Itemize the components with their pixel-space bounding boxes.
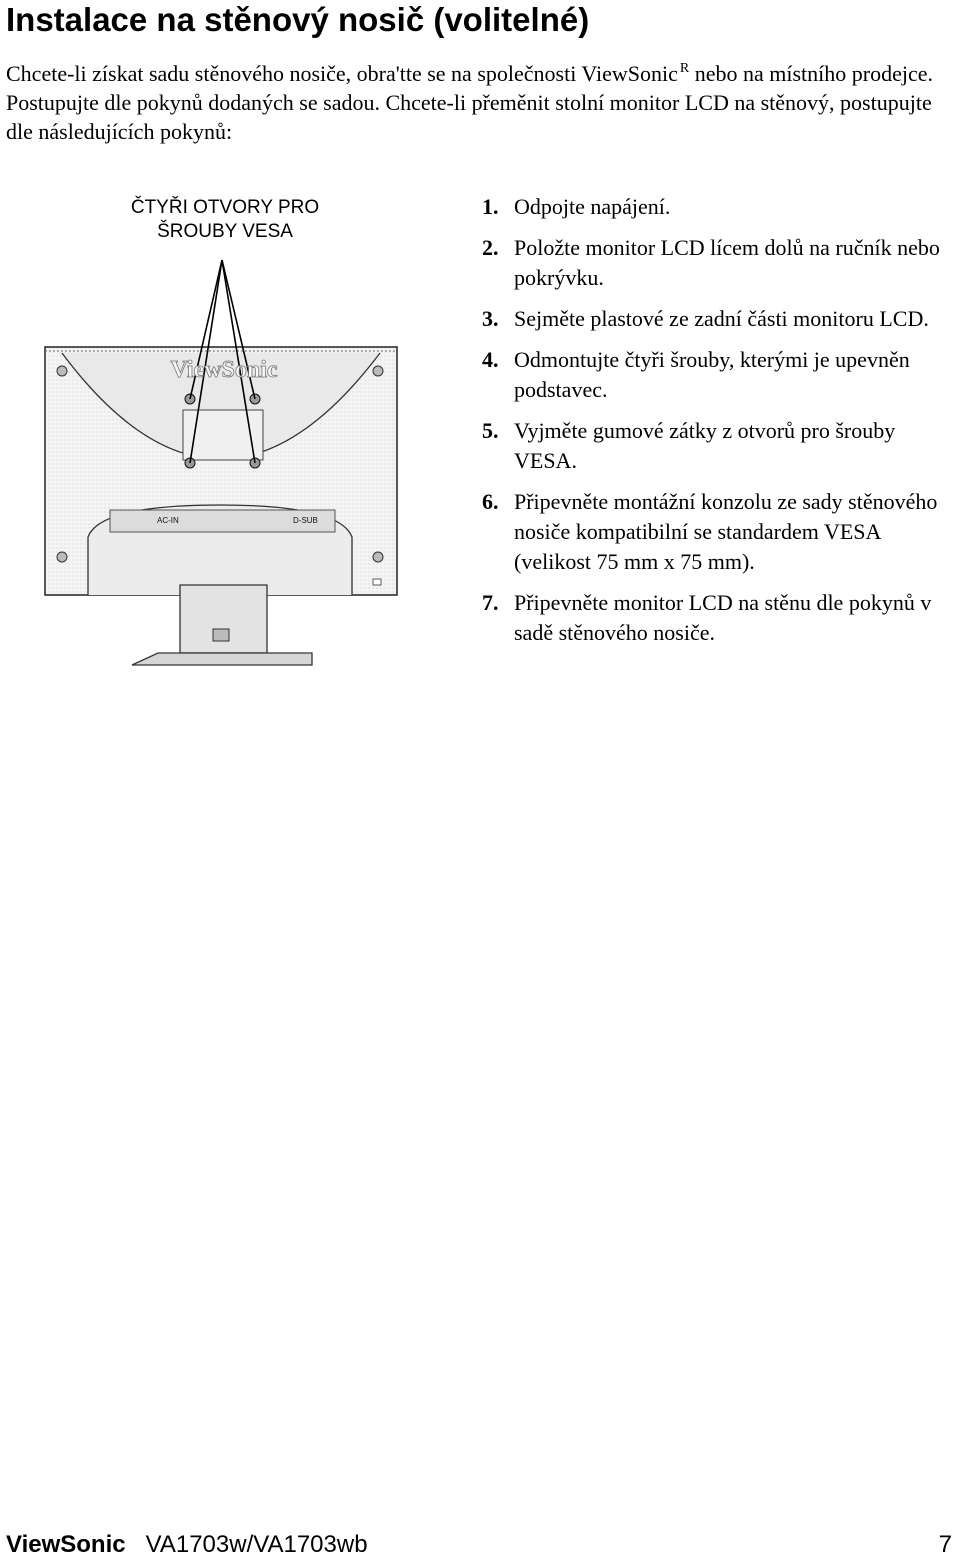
vesa-holes-callout: [100, 196, 350, 244]
page-number: 7: [938, 1531, 952, 1558]
step-item: [482, 588, 957, 648]
corner-screw-icon: [57, 552, 67, 562]
step-item: [482, 345, 957, 405]
step-item: [482, 487, 957, 577]
step-text: Odpojte napájení.: [514, 194, 671, 219]
port-label-d-sub: D-SUB: [293, 516, 318, 525]
port-label-ac-in: AC-IN: [157, 516, 179, 525]
callout-line-1: ČTYŘI OTVORY PRO: [130, 197, 320, 218]
step-item: [482, 304, 957, 334]
footer-brand: ViewSonic: [6, 1531, 126, 1558]
power-indicator: [373, 579, 381, 585]
footer-model: VA1703w/VA1703wb: [145, 1531, 368, 1558]
step-number: 5.: [482, 418, 499, 443]
monitor-back-illustration: [40, 255, 410, 670]
step-item: [482, 192, 957, 222]
step-item: [482, 416, 957, 476]
step-number: 2.: [482, 235, 499, 260]
step-text: Odmontujte čtyři šrouby, kterými je upevněn podstavec.: [514, 347, 910, 402]
stand-clip: [213, 629, 229, 641]
step-number: 6.: [482, 489, 499, 514]
corner-screw-icon: [373, 552, 383, 562]
callout-line-2: ŠROUBY VESA: [157, 221, 293, 242]
stand-base: [132, 653, 312, 665]
step-text: Vyjměte gumové zátky z otvorů pro šrouby VESA.: [514, 418, 896, 473]
page-footer: [6, 1530, 952, 1560]
step-text: Připevněte monitor LCD na stěnu dle pokynů v sadě stěnového nosiče.: [514, 590, 932, 645]
intro-paragraph: [6, 54, 956, 146]
step-text: Položte monitor LCD lícem dolů na ručník nebo pokrývku.: [514, 235, 940, 290]
corner-screw-icon: [57, 366, 67, 376]
corner-screw-icon: [373, 366, 383, 376]
intro-text-part2: nebo na místního prodejce. Postupujte dle pokynů dodaných se sadou. Chcete-li přeměnit stolní monitor LCD na stěnový, postupujte dle následujících pokynů:: [6, 61, 933, 144]
step-text: Sejměte plastové ze zadní části monitoru LCD.: [514, 306, 929, 331]
stand-neck: [180, 585, 267, 653]
step-number: 3.: [482, 306, 499, 331]
step-number: 1.: [482, 194, 499, 219]
page-title: Instalace na stěnový nosič (volitelné): [6, 1, 590, 38]
instruction-steps: [482, 192, 957, 659]
registered-mark: R: [679, 61, 690, 76]
intro-text-part1: Chcete-li získat sadu stěnového nosiče, obra'tte se na společnosti ViewSonic: [6, 61, 678, 86]
step-item: [482, 233, 957, 293]
step-number: 4.: [482, 347, 499, 372]
monitor-logo: ViewSonic: [170, 357, 278, 383]
step-text: Připevněte montážní konzolu ze sady stěnového nosiče kompatibilní se standardem VESA (velikost 75 mm x 75 mm).: [514, 489, 938, 574]
step-number: 7.: [482, 590, 499, 615]
